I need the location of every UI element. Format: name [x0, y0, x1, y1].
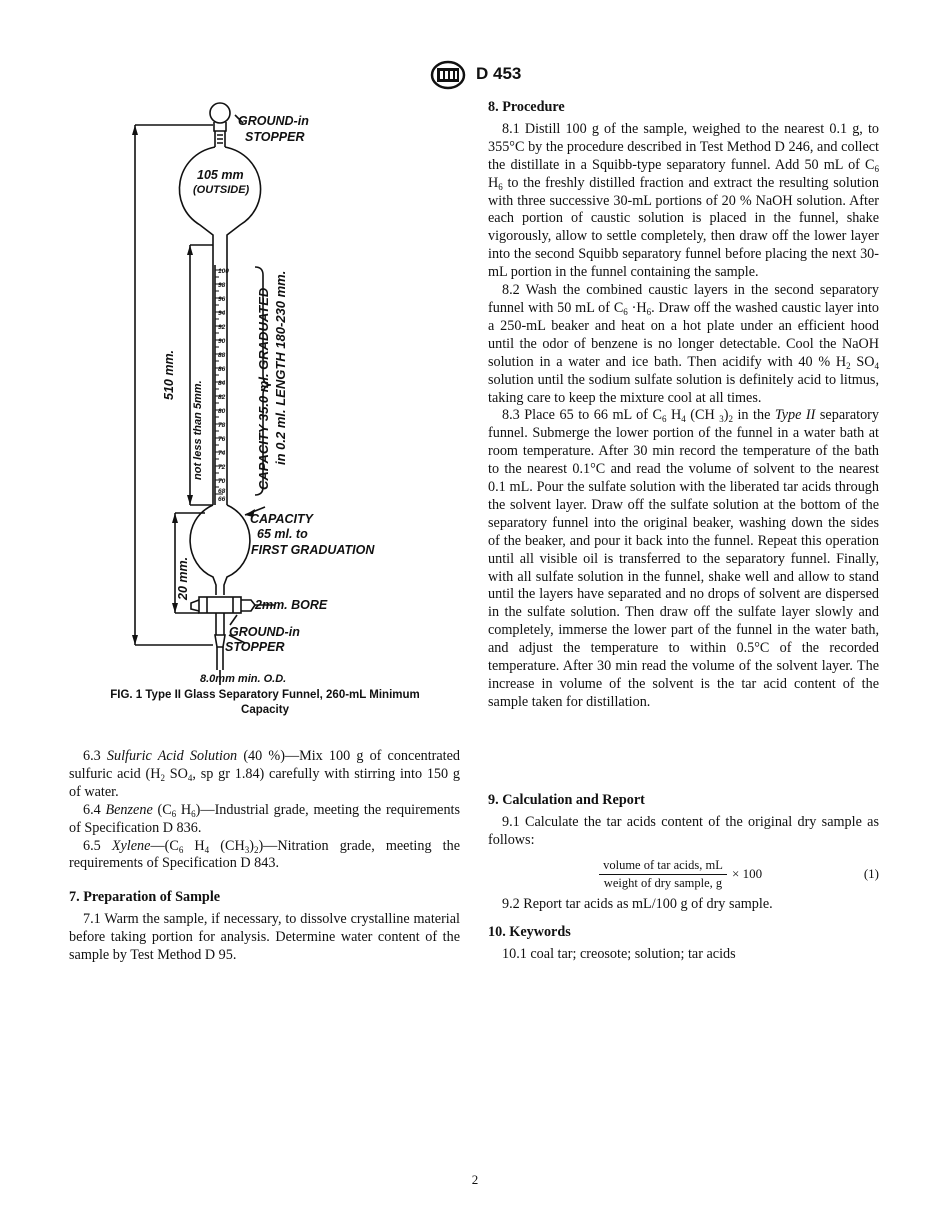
equation-denominator: weight of dry sample, g — [603, 876, 723, 890]
scale-label: 70 — [218, 478, 226, 485]
paragraph-6-3: 6.3 Sulfuric Acid Solution (40 %)—Mix 100 g of concentrated sulfuric acid ($H_2$ $SO_4$, sp gr 1.84) carefully with stirring into 150 g of water. — [69, 748, 461, 800]
bore-label: 2mm. BORE — [255, 598, 328, 612]
first-graduation-label: FIRST GRADUATION — [251, 543, 375, 557]
scale-label: 92 — [218, 324, 226, 331]
bottom-height-label: 20 mm. — [176, 556, 190, 600]
scale-label: 66 — [218, 496, 226, 503]
height-label: 510 mm. — [162, 349, 176, 400]
paragraph-9-2: 9.2 Report tar acids as mL/100 g of dry sample. — [502, 896, 773, 912]
astm-logo-icon — [430, 60, 466, 90]
scale-label: 98 — [218, 282, 226, 289]
caption-line-2: Capacity — [241, 704, 289, 716]
outside-label: (OUTSIDE) — [193, 184, 250, 196]
paragraph-9-1: 9.1 Calculate the tar acids content of the original dry sample as follows: — [488, 813, 879, 848]
scale-label: 78 — [218, 422, 226, 429]
equation-multiplier: × 100 — [732, 866, 763, 881]
section-8 — [488, 99, 879, 712]
section-heading: 10. Keywords — [488, 924, 571, 940]
caption-line-1: FIG. 1 Type II Glass Separatory Funnel, 260-mL Minimum — [110, 689, 420, 701]
scale-label: 80 — [218, 408, 226, 415]
paragraph-8-3: 8.3 Place 65 to 66 mL of $C_6$ $H_4$ (CH $_3)_2$ in the Type II separatory funnel. Submerge the lower portion of the funnel in a water bath at room temperature. After 30 min record the temperature of the bath to the nearest 0.1°C and read the volume of solvent to the nearest 0.1 mL. Pour the sulfate solution with the liberated tar acids through the solvent layer. Draw off the sulfate solution at the bottom of the separatory funnel into the original beaker, washing down the sides of the beaker, and pour it back into the funnel. Repeat this operation until all visible oil is transferred to the separatory funnel. Finally, with all sulfate solution in the funnel, shake well and allow to stand until the layers have separated and no drops of solvent are dispersed in the sulfate solution. Then draw off the sulfate layer slowly and completely, immerse the lower part of the funnel in the water bath, and adjust the temperature to within 0.5°C of the recorded temperature. After 30 min read the volume of the solvent layer. The increase in volume of the solvent is the tar acid content of the sample taken for distillation. — [488, 407, 879, 710]
capacity-65-label: CAPACITY — [250, 512, 313, 526]
outer-diameter-label: 8.0mm min. O.D. — [200, 673, 287, 685]
figure-caption — [84, 688, 446, 718]
standard-designation: D 453 — [476, 64, 522, 83]
section-heading: 7. Preparation of Sample — [69, 889, 221, 905]
scale-label: 82 — [218, 394, 226, 401]
not-less-label: not less than 5mm. — [192, 380, 204, 480]
ground-in-bottom-label: GROUND-in — [229, 625, 300, 639]
scale-label: 86 — [218, 366, 226, 373]
scale-label: 84 — [218, 380, 226, 387]
separatory-funnel-figure — [95, 95, 435, 685]
paragraph-9-2-block — [488, 896, 879, 914]
scale-label: 76 — [218, 436, 226, 443]
scale-label: 100 — [218, 268, 229, 275]
page-number: 2 — [471, 1172, 479, 1187]
paragraph-6-5: 6.5 $Xylene—(C_6$ $H_4$ $(CH_3)_2)—Nitration$ grade, meeting the requirements of Specification D 843. — [69, 837, 460, 872]
equation-number: (1) — [863, 866, 879, 881]
scale-label: 96 — [218, 296, 226, 303]
scale-label: 94 — [218, 310, 226, 317]
paragraph-6-4: 6.4 Benzene ($C_6$ $H_6)—Industrial$ grade, meeting the requirements of Specification D 836. — [69, 801, 461, 836]
ground-in-top-label: GROUND-in — [238, 114, 309, 128]
stopper-bottom-label: STOPPER — [225, 640, 285, 654]
stopper-top-label: STOPPER — [245, 130, 305, 144]
scale-label: 72 — [218, 464, 226, 471]
section-heading: 9. Calculation and Report — [488, 792, 645, 808]
section-9 — [488, 792, 879, 850]
scale-label: 90 — [218, 338, 226, 345]
capacity-graduated-label: CAPACITY 35.0 ml. GRADUATED — [256, 287, 271, 490]
scale-label: 74 — [218, 450, 226, 457]
section-10 — [488, 924, 879, 964]
capacity-65-label-2: 65 ml. to — [257, 527, 308, 541]
equation-numerator: volume of tar acids, mL — [599, 857, 727, 875]
paragraph-7-1: 7.1 Warm the sample, if necessary, to dissolve crystalline material before taking portion for analysis. Determine water content of the sample by Test Method D 95. — [69, 910, 460, 963]
scale-label: 88 — [218, 352, 226, 359]
paragraph-8-1: 8.1 Distill 100 g of the sample, weighed to the nearest 0.1 g, to 355°C by the procedure described in Test Method D 246, and collect the distillate in a Squibb-type separatory funnel. Add 50 mL of $C_6$ $H_6$ to the freshly distilled fraction and extract the resulting solution with three successive 30-mL portions of 20 % NaOH solution. After each portion of caustic solution is placed in the funnel, shake vigorously, allow to settle completely, then draw off the lower layer into the second Squibb separatory funnel before placing the next 30-mL portion in the funnel containing the sample. — [488, 120, 879, 281]
page-header — [430, 60, 550, 90]
scale-label: 68 — [218, 488, 226, 495]
paragraph-8-2: 8.2 Wash the combined caustic layers in the second separatory funnel with 50 mL of $C_6 \cdot H_6$. Draw off the washed caustic layer into a 250-mL beaker and heat on a hot plate under an efficient hood until the odor of benzene is no longer detectable. Cool the NaOH solution in a water and ice bath. Then acidify with 40 % $H_2$ $SO_4$ solution until the sodium sulfate solution is definitely acid to litmus, taking care to keep the mixture cool at all times. — [488, 282, 879, 406]
equation-1 — [488, 857, 879, 893]
section-heading: 8. Procedure — [488, 99, 565, 115]
diameter-label: 105 mm — [197, 168, 244, 182]
equation-fraction — [599, 857, 727, 891]
left-column — [69, 748, 460, 873]
paragraph-10-1: 10.1 coal tar; creosote; solution; tar acids — [502, 945, 736, 962]
graduation-length-label: in 0.2 ml. LENGTH 180-230 mm. — [273, 270, 288, 465]
section-7 — [69, 889, 460, 965]
